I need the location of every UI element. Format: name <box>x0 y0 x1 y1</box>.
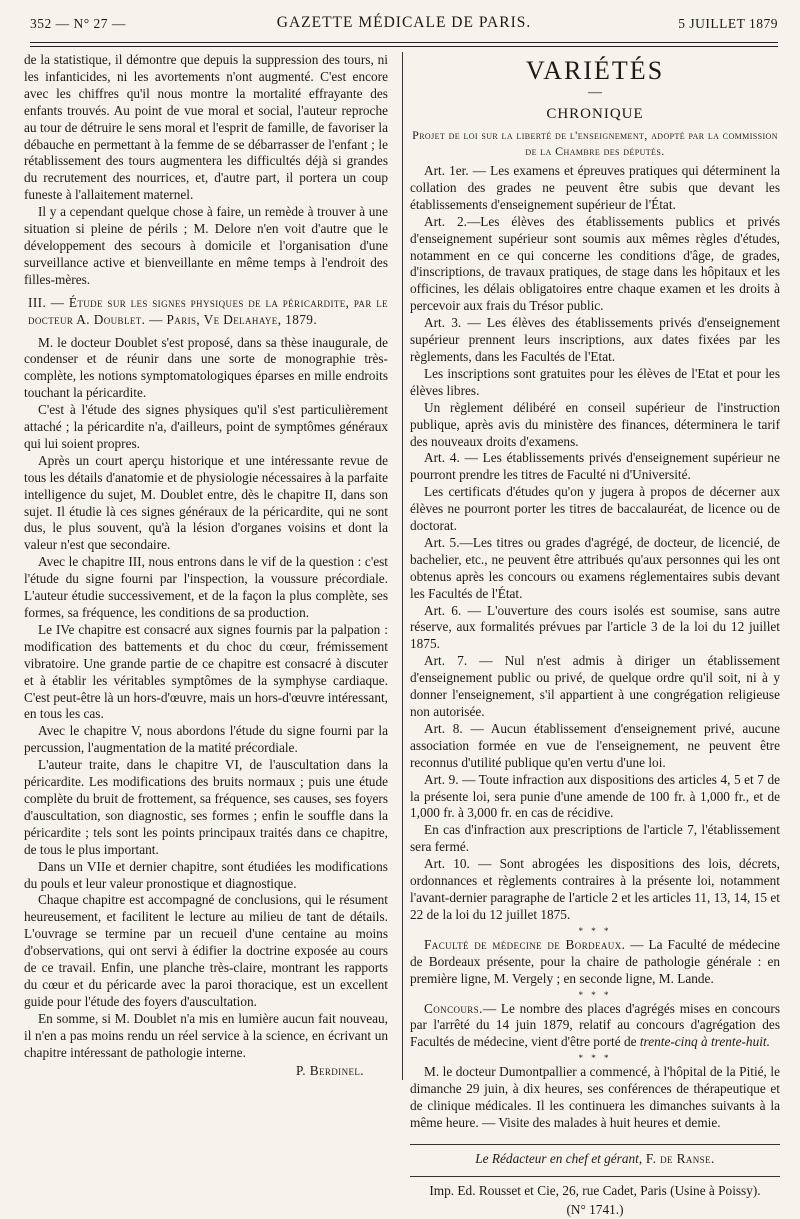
article: Art. 9. — Toute infraction aux dispositions des articles 4, 5 et 7 de la présente loi, sera punie d'une amende de 100 fr. à 1,000 fr., et de 1,000 fr. à 3,000 fr. en cas de récidive. <box>410 771 780 821</box>
article: Art. 10. — Sont abrogées les dispositions des lois, décrets, ordonnances et règlements contraires à la présente loi, notamment l'avant-dernier paragraphe de l'article 2 et les articles 11, 13, 14, 15 et 22 de la loi du 12 juillet 1875. <box>410 856 780 922</box>
article: Art. 4. — Les établissements privés d'enseignement supérieur ne pourront prendre les titres de Faculté ni d'Université. <box>410 450 780 483</box>
article: Les inscriptions sont gratuites pour les élèves de l'Etat et pour les élèves libres. <box>410 365 780 398</box>
article: Art. 3. — Les élèves des établissements privés d'enseignement supérieur prennent leurs inscriptions, aux dates fixées par les règlements, dans les Facultés de l'Etat. <box>410 315 780 364</box>
subsection-title: CHRONIQUE <box>546 106 644 122</box>
paragraph: Chaque chapitre est accompagné de conclusions, qui le résument heureusement, et facilitent le lecture au milieu de tant de détails. L'ouvrage se termine par un recueil d'une centaine au moins d'observations, qui ont servi à édifier la doctrine exposée au cours de ce travail. Enfin, une planche très-claire, montrant les rapports du cœur et du péricarde avec la paroi thoracique, est un excellent guide pour l'étude des foyers d'auscultation. <box>24 892 388 1009</box>
article: Art. 8. — Aucun établissement d'enseignement privé, aucune association formée en vue de l'enseignement, ne peuvent être reconnus d'utilité publique qu'en vertu d'une loi. <box>410 720 780 770</box>
paragraph: M. le docteur Doublet s'est proposé, dans sa thèse inaugurale, de condenser et de réunir dans une sorte de monographie très-complète, les notions symptomatologiques éparses en mille endroits touchant la péricardite. <box>24 334 388 401</box>
editor-line <box>410 1144 780 1168</box>
section-heading: III. — Étude sur les signes physiques de la péricardite, par le docteur A. Doublet. — Paris, Ve Delahaye, 1879. <box>28 294 388 327</box>
left-column <box>24 52 388 1080</box>
separator-stars: * * * <box>578 989 612 1000</box>
paragraph: Il y a cependant quelque chose à faire, un remède à trouver à une situation si pleine de périls ; M. Delore n'en voit d'autre que le développement des secours à domicile et l'organisation d'une surveillance active et bienveillante en même temps à l'endroit des filles-mères. <box>24 204 388 287</box>
paragraph: C'est à l'étude des signes physiques qu'il s'est particulièrement attaché ; la péricardite n'a, d'ailleurs, point de symptômes généraux qui lui soient propres. <box>24 402 388 451</box>
paragraph: En somme, si M. Doublet n'a mis en lumière aucun fait nouveau, il n'en a pas moins rendu un réel service à la science, en écrivant un chapitre intéressant de pathologie interne. <box>24 1010 388 1060</box>
printer-line: Imp. Ed. Rousset et Cie, 26, rue Cadet, Paris (Usine à Poissy). <box>410 1176 780 1200</box>
article: En cas d'infraction aux prescriptions de l'article 7, l'établissement sera fermé. <box>410 822 780 855</box>
section-title: VARIÉTÉS <box>525 56 665 85</box>
page-header <box>30 12 778 38</box>
news-item-bordeaux <box>410 937 780 988</box>
editor-name: F. de Ranse. <box>642 1150 715 1166</box>
paragraph: Avec le chapitre III, nous entrons dans le vif de la question : c'est l'étude du signe fourni par l'inspection, la voussure précordiale. L'auteur étudie successivement, et de la façon la plus complète, ses formes, sa fréquence, les conditions de sa production. <box>24 554 388 620</box>
paragraph: de la statistique, il démontre que depuis la suppression des tours, ni les infanticides, ni les avortements n'ont augmenté. C'est encore avec les chiffres qu'il nous montre la mortalité effrayante des enfants trouvés. Au point de vue moral et social, l'auteur reproche au tour de détruire le sens moral et l'esprit de famille, de favoriser la débauche en permettant à la femme de se débarrasser de l'enfant ; le rétablissement des tours augmentera les difficultés déjà si grandes du recrutement des nourrices, et, d'autre part, il portera un coup funeste à l'allaitement maternel. <box>24 52 388 203</box>
paragraph: Avec le chapitre V, nous abordons l'étude du signe fourni par la percussion, l'augmentation de la matité précordiale. <box>24 723 388 756</box>
separator-stars: * * * <box>578 1053 612 1064</box>
bill-heading: Projet de loi sur la liberté de l'enseignement, adopté par la commission de la Chambre des députés. <box>412 128 778 158</box>
news-item-text: — Le nombre des places d'agrégés mises en concours par l'arrêté du 14 juin 1879, relatif au concours d'agrégation des Facultés de médecine, vient d'être porté de <box>410 1000 780 1050</box>
publication-title: GAZETTE MÉDICALE DE PARIS. <box>276 14 532 31</box>
news-item-dumontpallier: M. le docteur Dumontpallier a commencé, à l'hôpital de la Pitié, le dimanche 29 juin, à dix heures, ses conférences de thérapeutique et de clinique médicales. Il les continuera les dimanches suivants à la même heure. — Visite des malades à huit heures et demie. <box>410 1064 780 1130</box>
news-item-heading: Concours. <box>424 1000 483 1016</box>
author-signature: P. Berdinel. <box>295 1063 364 1079</box>
right-column <box>410 52 780 1219</box>
article: Art. 2.—Les élèves des établissements publics et privés d'enseignement supérieur sont soumis aux mêmes règles d'études, notamment en ce qui concerne les conditions d'âge, de grades, d'inscriptions, de travaux pratiques, de stage dans les hôpitaux et les officines, les délais obligatoires entre chaque examen et les droits à percevoir aux frais du Trésor public. <box>410 213 780 314</box>
paragraph: Après un court aperçu historique et une intéressante revue de tous les détails d'anatomie et de physiologie nécessaires à la parfaite intelligence du sujet, M. Doublet entre, dès le chapitre II, dans son sujet. Il étudie là ces signes généraux de la péricardite, qui ne sont dus, le plus souvent, qu'à la lésion d'organes voisins et dont la valeur n'est que secondaire. <box>24 452 388 553</box>
article: Art. 7. — Nul n'est admis à diriger un établissement d'enseignement public ou privé, de quelque ordre qu'il soit, ni à y donner l'enseignement, s'il appartient à une congrégation religieuse non autorisée. <box>410 653 780 719</box>
column-separator <box>402 52 403 1080</box>
editor-label: Le Rédacteur en chef et gérant, <box>475 1150 643 1166</box>
paragraph: L'auteur traite, dans le chapitre VI, de l'auscultation dans la péricardite. Les modifications des bruits normaux ; puis une étude complète du bruit de frottement, sa fréquence, ses causes, ses foyers d'auscultation, son diagnostic, ses formes ; enfin le souffle dans la péricardite ; tels sont les points principaux traités dans ce chapitre, de tous le plus important. <box>24 757 388 857</box>
article: Art. 5.—Les titres ou grades d'agrégé, de docteur, de licencié, de bachelier, etc., ne peuvent être attribués qu'aux personnes qui les ont obtenus après les concours ou examens réglementaires subis devant les Facultés de l'État. <box>410 534 780 601</box>
news-item-emphasis: trente-cinq à trente-huit. <box>639 1034 770 1050</box>
article: Les certificats d'études qu'on y jugera à propos de décerner aux élèves ne pourront porter les titres de baccalauréat, de licence ou de doctorat. <box>410 484 780 534</box>
article: Art. 1er. — Les examens et épreuves pratiques qui déterminent la collation des grades ne peuvent être subis que devant les établissements d'enseignement supérieur de l'État. <box>410 163 780 212</box>
issue-date: 5 JUILLET 1879 <box>678 16 778 31</box>
paragraph: Le IVe chapitre est consacré aux signes fournis par la palpation : modification des battements et du choc du cœur, frémissement vibratoire. Une grande partie de ce chapitre est consacré à discuter et à établir les véritables symptômes de la symphyse cardiaque. C'est peut-être là un hors-d'œuvre, mais un hors-d'œuvre intéressant, en tous les cas. <box>24 621 388 722</box>
article: Art. 6. — L'ouverture des cours isolés est soumise, sans autre réserve, aux formalités prévues par l'article 3 de la loi du 12 juillet 1875. <box>410 602 780 652</box>
article: Un règlement délibéré en conseil supérieur de l'instruction publique, après avis du ministère des finances, déterminera le tarif des nouveaux droits d'examens. <box>410 399 780 449</box>
news-item-concours <box>410 1001 780 1052</box>
title-dash: — <box>588 85 602 100</box>
paragraph: Dans un VIIe et dernier chapitre, sont étudiées les modifications du pouls et leur valeur pronostique et diagnostique. <box>24 858 388 891</box>
news-item-text: — La Faculté de médecine de Bordeaux présente, pour la chaire de pathologie générale : en première ligne, M. Vergely ; en seconde ligne, M. Lande. <box>410 936 780 986</box>
header-rule <box>30 42 778 43</box>
header-rule-double <box>30 46 778 47</box>
print-number: (N° 1741.) <box>566 1201 624 1217</box>
separator-stars: * * * <box>578 925 612 936</box>
news-item-heading: Faculté de médecine de Bordeaux. <box>424 936 626 952</box>
page-number: 352 — N° 27 — <box>30 16 126 31</box>
